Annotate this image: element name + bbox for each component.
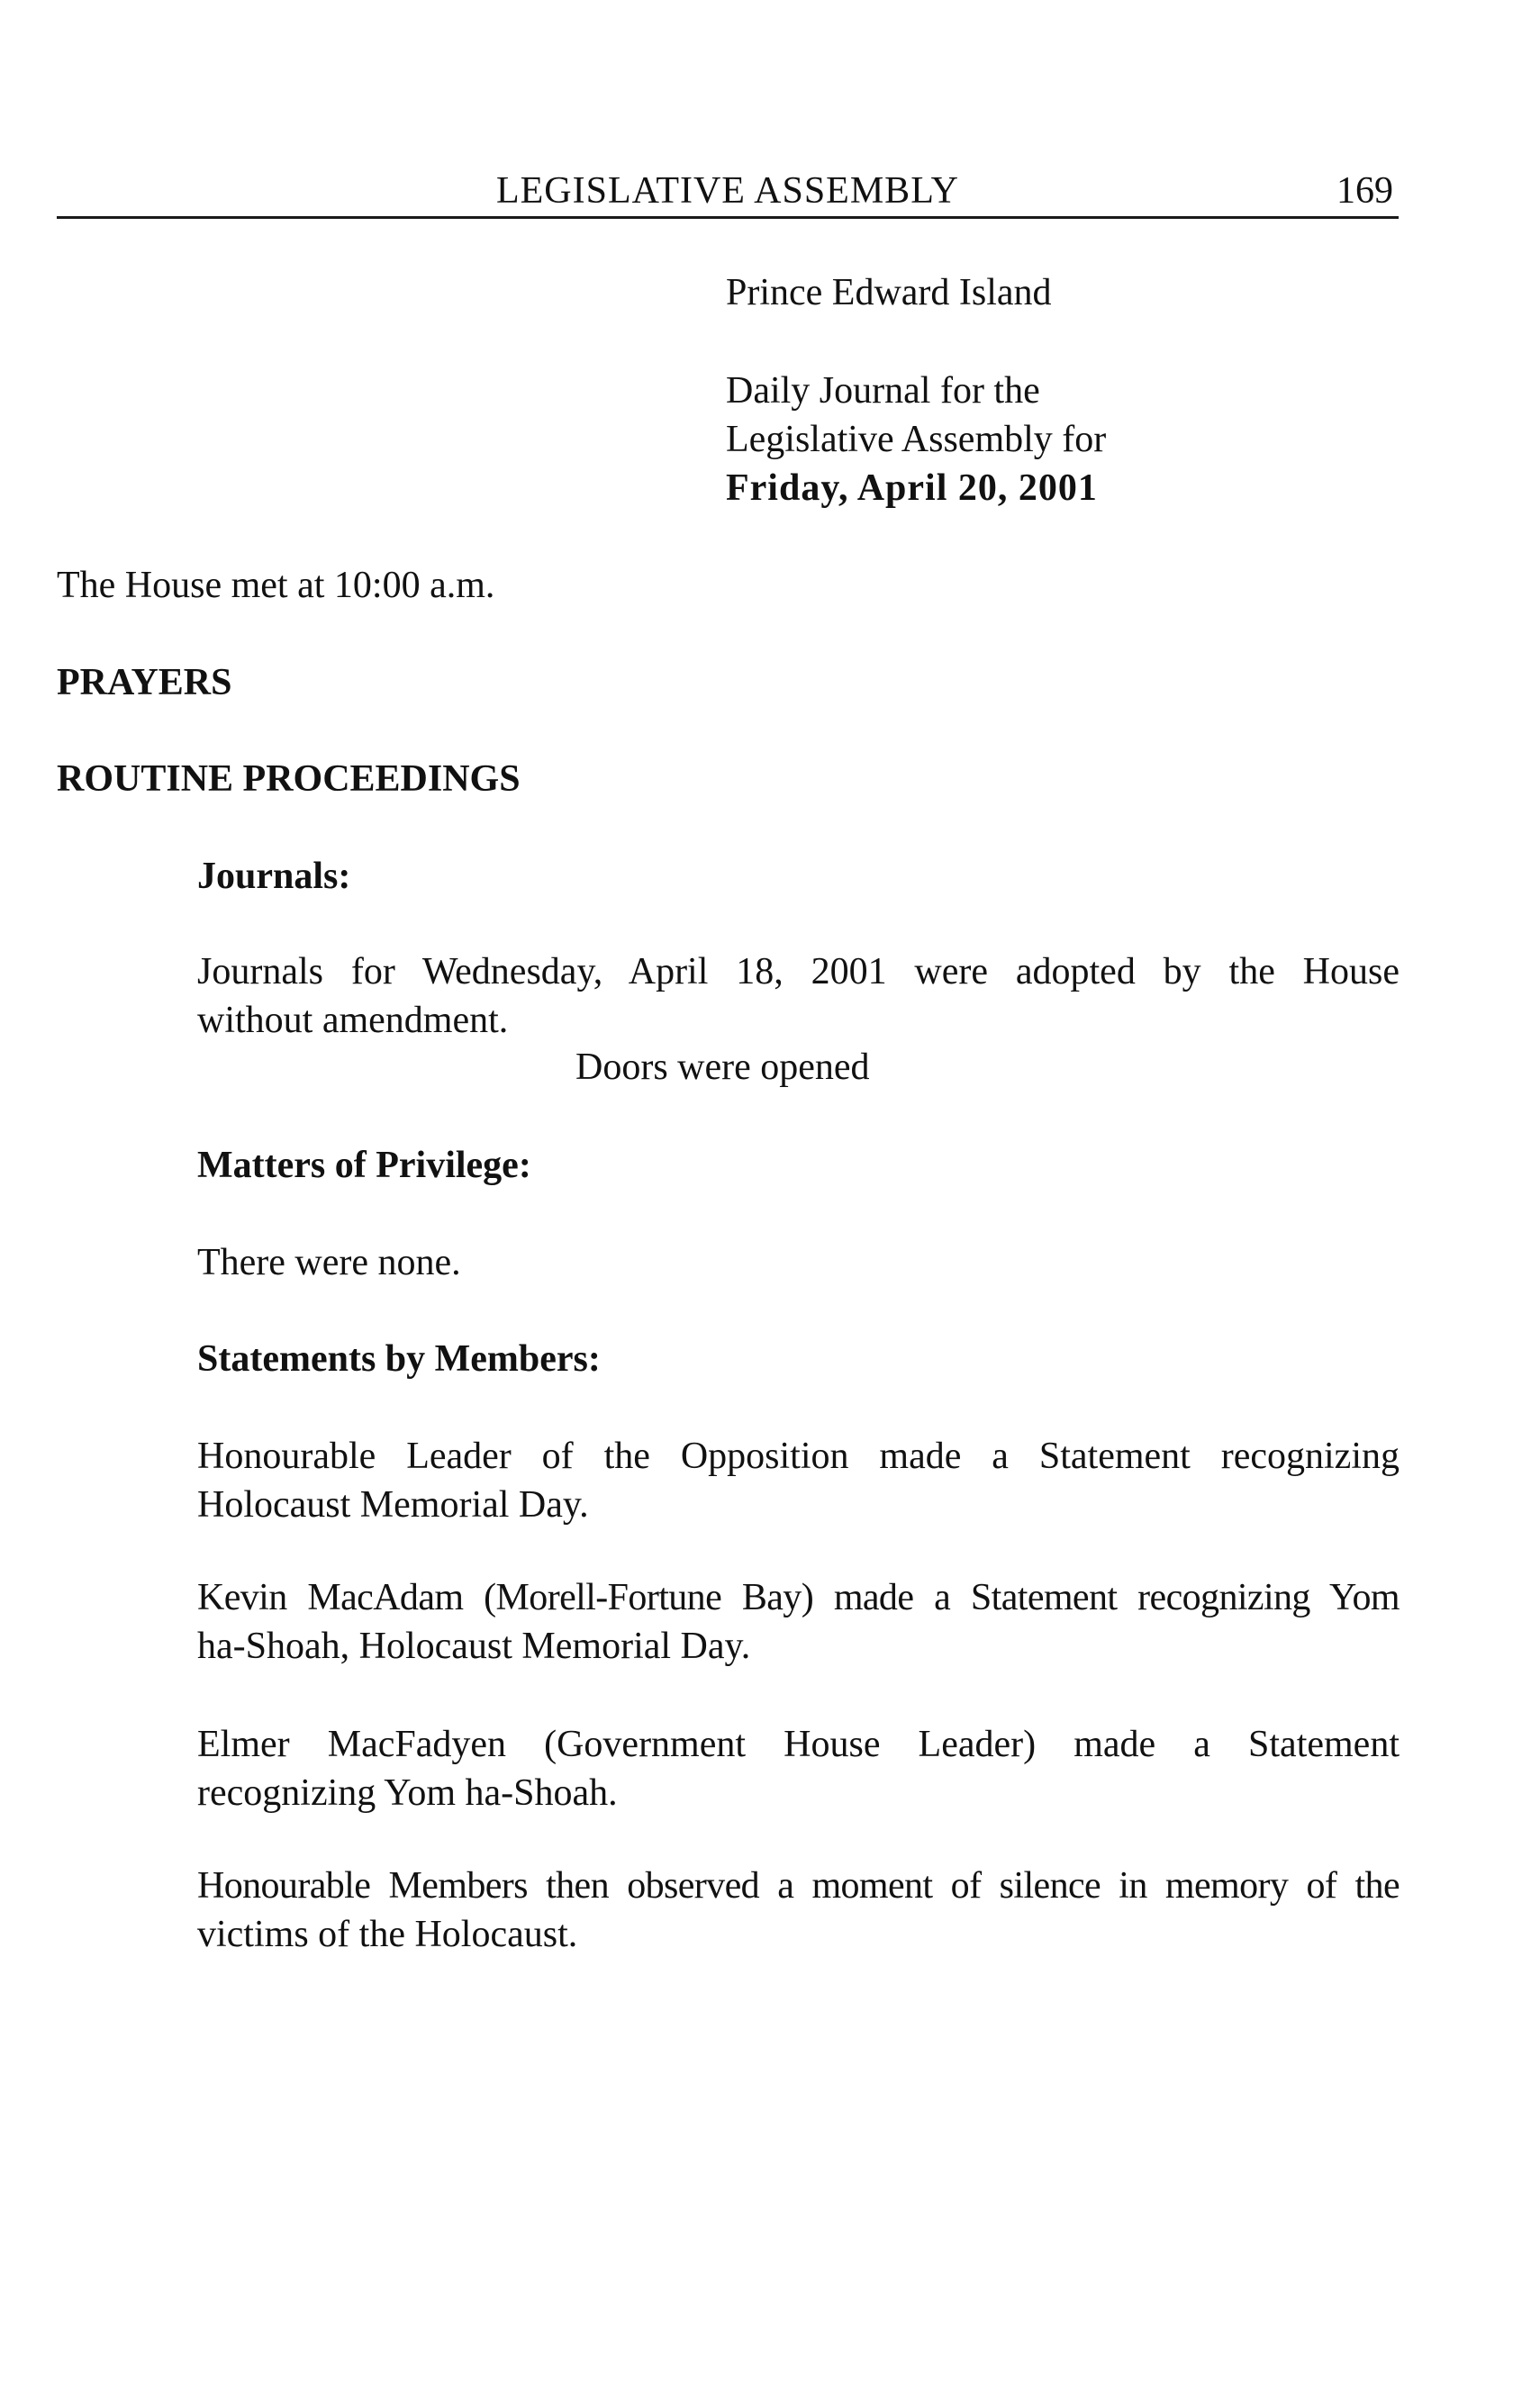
section-heading-prayers: PRAYERS	[57, 662, 232, 703]
statement-line: Kevin MacAdam (Morell-Fortune Bay) made a Statement recognizing Yom	[197, 1577, 1400, 1618]
statement-item	[197, 1432, 1400, 1529]
statement-line: Honourable Members then observed a moment of silence in memory of the	[197, 1865, 1400, 1907]
statement-item	[197, 1720, 1400, 1817]
doors-opened-note: Doors were opened	[575, 1046, 870, 1088]
journals-paragraph	[197, 947, 1400, 1045]
section-heading-routine: ROUTINE PROCEEDINGS	[57, 758, 521, 800]
statement-line: Honourable Leader of the Opposition made a Statement recognizing	[197, 1436, 1400, 1477]
journals-text-line1: Journals for Wednesday, April 18, 2001 were adopted by the House	[197, 951, 1400, 992]
journal-date: Friday, April 20, 2001	[726, 467, 1098, 509]
opening-statement: The House met at 10:00 a.m.	[57, 565, 495, 606]
journal-title-line1: Daily Journal for the	[726, 370, 1040, 412]
statement-item	[197, 1573, 1400, 1671]
page-number: 169	[1336, 170, 1393, 212]
journal-title-line2: Legislative Assembly for	[726, 419, 1107, 460]
province-name: Prince Edward Island	[726, 272, 1052, 313]
statement-line: Elmer MacFadyen (Government House Leader) made a Statement	[197, 1724, 1400, 1765]
header-title: LEGISLATIVE ASSEMBLY	[496, 170, 959, 212]
running-header	[57, 160, 1399, 219]
journals-text-line2: without amendment.	[197, 1000, 509, 1041]
journals-heading: Journals:	[197, 856, 351, 897]
statement-line: recognizing Yom ha-Shoah.	[197, 1772, 618, 1814]
privilege-text: There were none.	[197, 1242, 461, 1283]
statements-heading: Statements by Members:	[197, 1338, 601, 1380]
privilege-heading: Matters of Privilege:	[197, 1145, 531, 1186]
statement-item	[197, 1862, 1400, 1959]
statement-line: Holocaust Memorial Day.	[197, 1484, 589, 1526]
statement-line: ha-Shoah, Holocaust Memorial Day.	[197, 1626, 751, 1667]
statement-line: victims of the Holocaust.	[197, 1914, 578, 1955]
